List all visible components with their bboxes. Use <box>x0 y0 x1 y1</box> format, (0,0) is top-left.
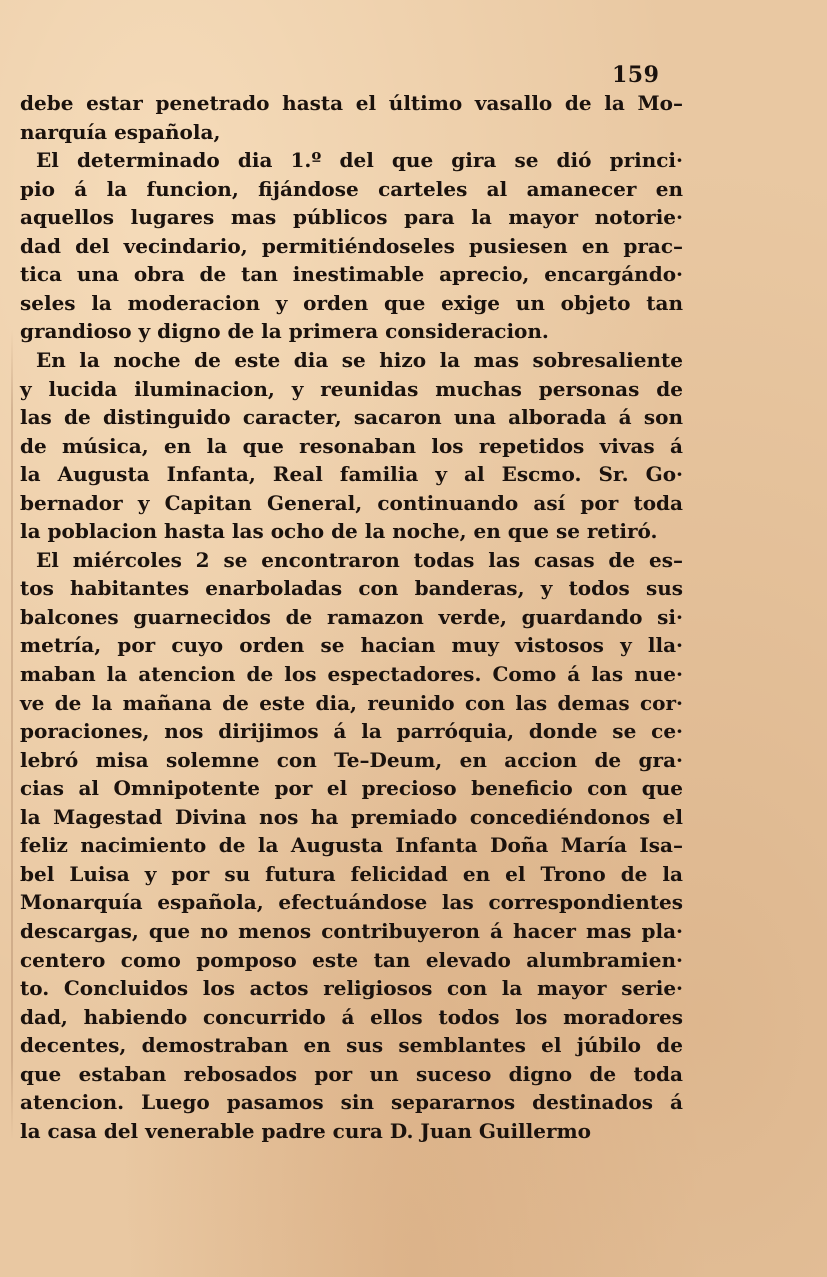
text-line: cias al Omnipotente por el precioso beneficio con que <box>20 776 683 801</box>
text-line: las de distinguido caracter, sacaron una alborada á son <box>20 405 683 430</box>
text-line: tica una obra de tan inestimable aprecio, encargándo· <box>20 262 683 287</box>
text-line: lebró misa solemne con Te–Deum, en accion de gra· <box>20 747 683 772</box>
text-line: la casa del venerable padre cura D. Juan Guillermo <box>20 1118 592 1143</box>
text-line: narquía española, <box>20 119 221 144</box>
text-line: ve de la mañana de este dia, reunido con las demas cor· <box>20 690 683 715</box>
text-line: El miércoles 2 se encontraron todas las casas de es– <box>36 547 683 572</box>
text-line: poraciones, nos dirijimos á la parróquia, donde se ce· <box>20 719 683 744</box>
text-line: metría, por cuyo orden se hacian muy vistosos y lla· <box>20 633 683 658</box>
text-line: seles la moderacion y orden que exige un objeto tan <box>20 290 683 315</box>
text-line: aquellos lugares mas públicos para la mayor notorie· <box>20 205 683 230</box>
text-line: bernador y Capitan General, continuando así por toda <box>20 490 683 515</box>
text-line: de música, en la que resonaban los repetidos vivas á <box>20 433 683 458</box>
page-number: 159 <box>612 62 660 88</box>
text-line: feliz nacimiento de la Augusta Infanta Doña María Isa– <box>20 833 683 858</box>
text-line: El determinado dia 1.º del que gira se dió princi· <box>36 148 683 173</box>
text-line: En la noche de este dia se hizo la mas sobresaliente <box>36 347 683 372</box>
text-line: atencion. Luego pasamos sin separarnos destinados á <box>20 1090 683 1115</box>
text-line: maban la atencion de los espectadores. Como á las nue· <box>20 662 683 686</box>
text-line: tos habitantes enarboladas con banderas, y todos sus <box>20 576 683 601</box>
text-line: pio á la funcion, fijándose carteles al amanecer en <box>20 176 683 201</box>
text-line: descargas, que no menos contribuyeron á hacer mas pla· <box>20 918 683 943</box>
text-line: debe estar penetrado hasta el último vasallo de la Mo– <box>20 91 683 115</box>
text-line: la Magestad Divina nos ha premiado concediéndonos el <box>20 804 683 829</box>
text-line: dad, habiendo concurrido á ellos todos los moradores <box>20 1004 683 1029</box>
text-line: que estaban rebosados por un suceso digno de toda <box>20 1061 683 1086</box>
text-line: centero como pomposo este tan elevado alumbramien· <box>20 947 683 972</box>
text-line: y lucida iluminacion, y reunidas muchas personas de <box>20 376 683 401</box>
text-line: la Augusta Infanta, Real familia y al Escmo. Sr. Go· <box>20 462 683 487</box>
text-line: decentes, demostraban en sus semblantes el júbilo de <box>20 1033 683 1058</box>
text-line: Monarquía española, efectuándose las correspondientes <box>20 890 683 915</box>
text-line: balcones guarnecidos de ramazon verde, guardando si· <box>20 604 683 629</box>
text-line: bel Luisa y por su futura felicidad en el Trono de la <box>20 861 683 886</box>
text-line: dad del vecindario, permitiéndoseles pusiesen en prac– <box>20 233 683 258</box>
text-line: grandioso y digno de la primera consideracion. <box>20 319 549 344</box>
text-line: la poblacion hasta las ocho de la noche, en que se retiró. <box>20 519 658 544</box>
text-line: to. Concluidos los actos religiosos con la mayor serie· <box>20 976 683 1001</box>
